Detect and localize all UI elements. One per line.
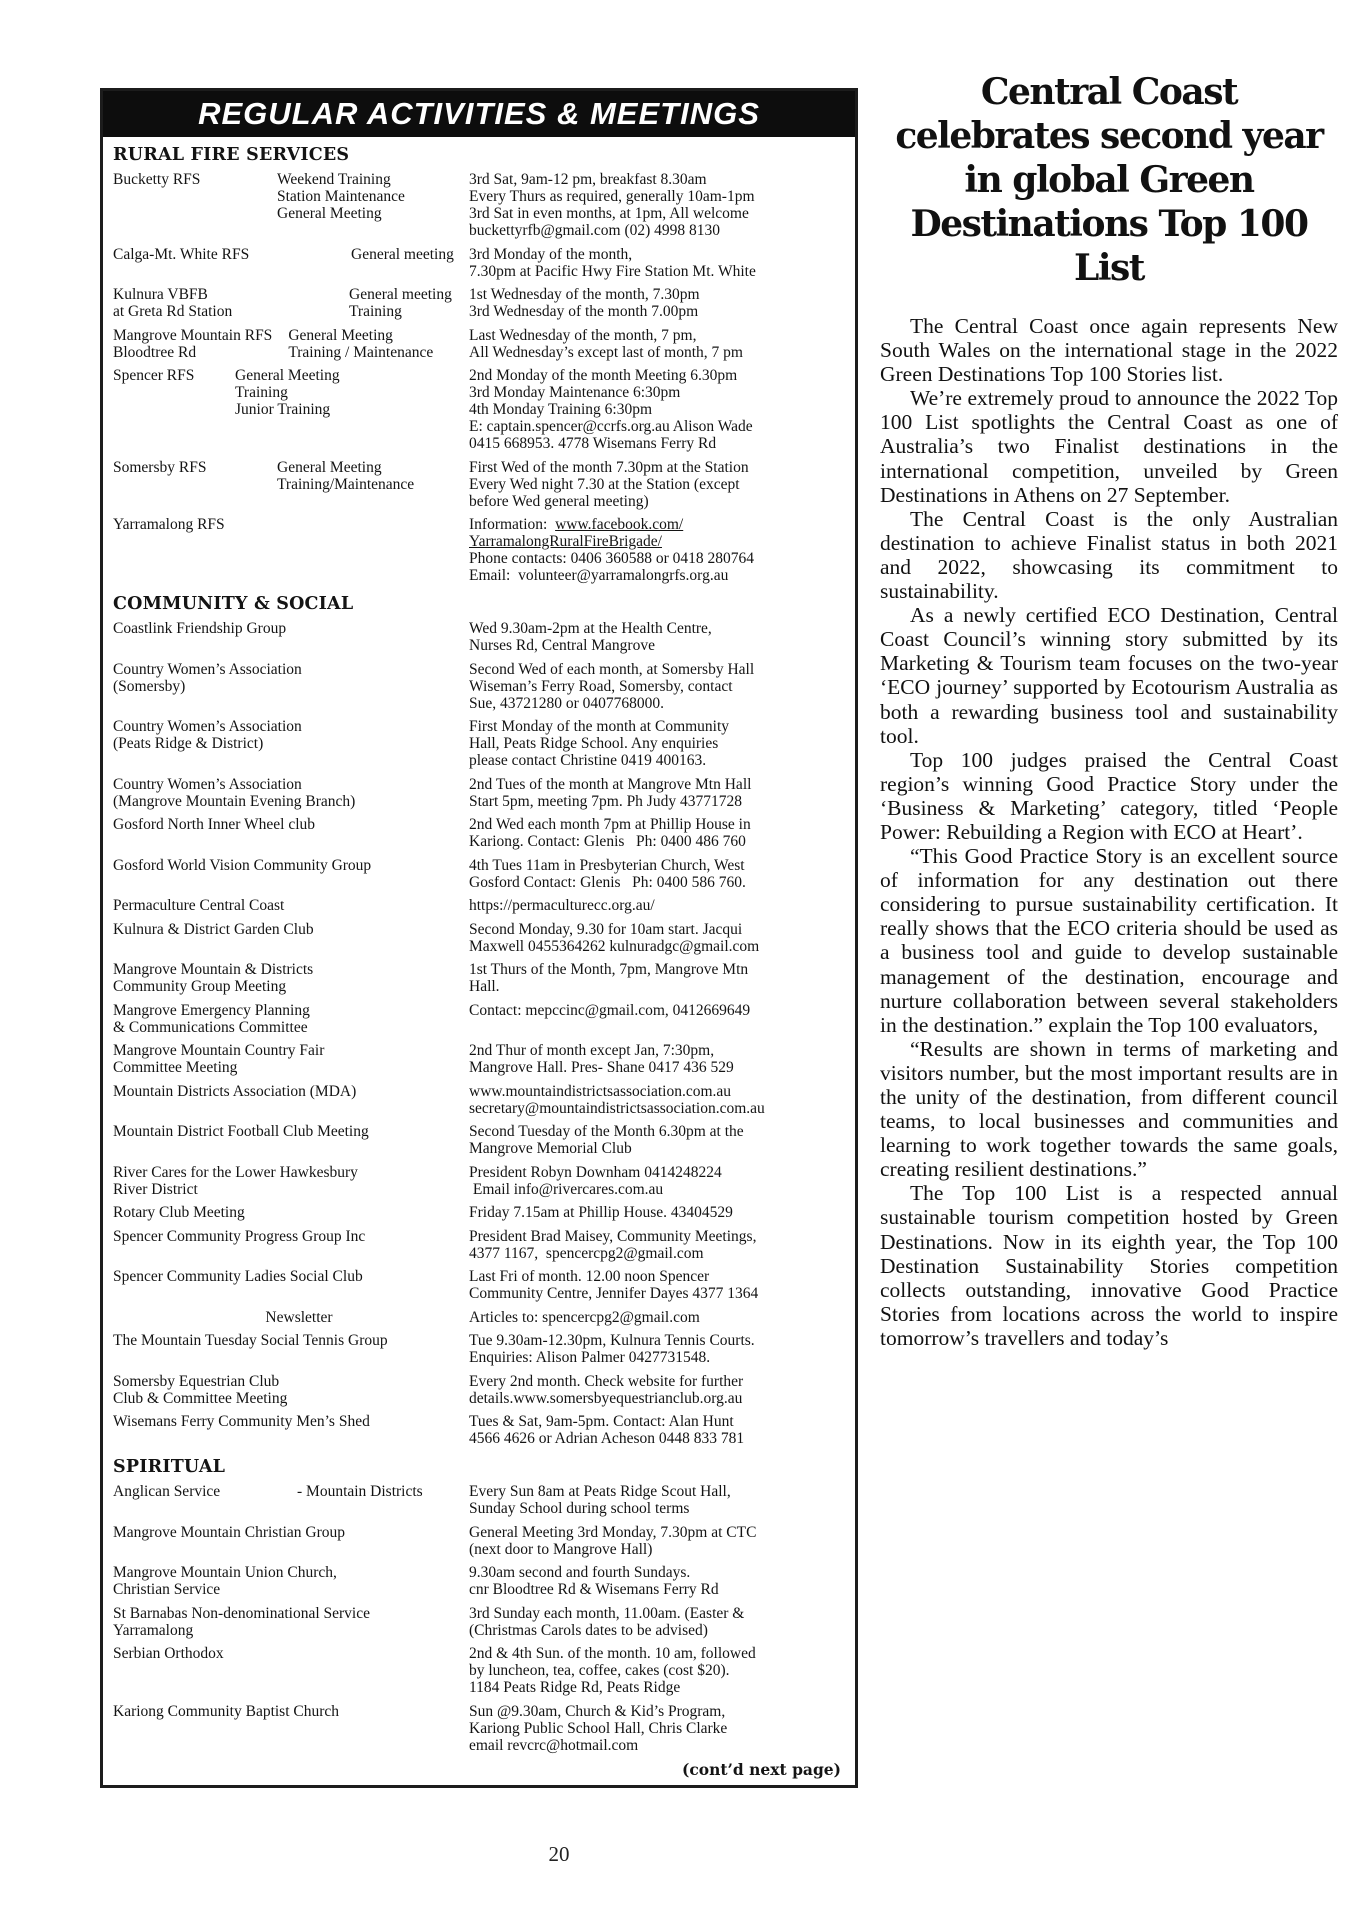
detail-line: 1st Thurs of the Month, 7pm, Mangrove Mtn [469, 961, 749, 978]
organisation-cell [113, 921, 469, 955]
organisation-name: (Peats Ridge & District) [113, 735, 264, 752]
activity-row [113, 1123, 847, 1157]
activity-label: Newsletter [265, 1308, 333, 1326]
organisation-name: Gosford World Vision Community Group [113, 856, 372, 874]
details-cell [469, 1483, 847, 1517]
detail-line: 4566 4626 or Adrian Acheson 0448 833 781 [469, 1430, 745, 1447]
detail-line: 4th Tues 11am in Presbyterian Church, West [469, 856, 745, 874]
organisation-cell [113, 1703, 469, 1754]
detail-line: 1st Wednesday of the month, 7.30pm [469, 286, 700, 303]
detail-line: 3rd Wednesday of the month 7.00pm [469, 303, 699, 320]
article-headline: Central Coast celebrates second year in global Green Destinations Top 100 List [895, 71, 1323, 289]
details-cell [469, 1373, 847, 1407]
details-cell [469, 1002, 847, 1036]
detail-line: Last Wednesday of the month, 7 pm, [469, 326, 697, 344]
activity-label: Station Maintenance [277, 188, 405, 205]
details-cell [469, 171, 847, 239]
activity-row [113, 516, 847, 584]
organisation-cell [113, 1123, 469, 1157]
organisation-name [113, 384, 235, 401]
organisation-name [113, 205, 277, 222]
organisation-cell [113, 1083, 469, 1117]
activity-row [113, 367, 847, 452]
detail-line: Start 5pm, meeting 7pm. Ph Judy 43771728 [469, 792, 742, 810]
details-cell [469, 661, 847, 712]
detail-line: E: captain.spencer@ccrfs.org.au Alison Wade [469, 418, 753, 435]
detail-line: Phone contacts: 0406 360588 or 0418 280764 [469, 550, 755, 567]
organisation-name: Wisemans Ferry Community Men’s Shed [113, 1413, 370, 1430]
organisation-name: Kulnura VBFB [113, 286, 208, 303]
organisation-name: Mountain District Football Club Meeting [113, 1123, 369, 1140]
detail-line: 2nd Tues of the month at Mangrove Mtn Hall [469, 775, 752, 793]
detail-line: First Wed of the month 7.30pm at the Station [469, 458, 749, 476]
organisation-cell [113, 367, 469, 452]
detail-line: Every Sun 8am at Peats Ridge Scout Hall, [469, 1483, 731, 1500]
detail-line: Hall, Peats Ridge School. Any enquiries [469, 735, 719, 752]
organisation-name: Gosford North Inner Wheel club [113, 816, 316, 833]
activities-box-body [103, 137, 855, 1754]
detail-line: Mangrove Hall. Pres- Shane 0417 436 529 [469, 1059, 734, 1076]
details-cell [469, 1564, 847, 1598]
details-cell [469, 1123, 847, 1157]
organisation-name: St Barnabas Non-denominational Service [113, 1604, 370, 1622]
organisation-cell [113, 516, 469, 584]
activity-row [113, 1332, 847, 1366]
activity-label: General meeting [349, 286, 452, 303]
detail-line: 2nd & 4th Sun. of the month. 10 am, followed [469, 1645, 756, 1662]
activity-row [113, 286, 847, 320]
detail-line: Email info@rivercares.com.au [469, 1180, 664, 1198]
detail-line: (Christmas Carols dates to be advised) [469, 1621, 708, 1639]
details-cell [469, 1524, 847, 1558]
details-cell [469, 921, 847, 955]
organisation-name: (Mangrove Mountain Evening Branch) [113, 792, 356, 810]
details-cell [469, 1228, 847, 1262]
detail-line: 3rd Sat in even months, at 1pm, All welcome [469, 205, 749, 222]
article-paragraph: The Central Coast is the only Australian destination to achieve Finalist status in both 2021 and 2022, showcasing its commitment to sustainability. [880, 506, 1338, 604]
link-text: www.facebook.com/ [555, 516, 684, 533]
organisation-name: (Somersby) [113, 677, 186, 695]
detail-line: secretary@mountaindistrictsassociation.com.au [469, 1099, 765, 1117]
organisation-name: Christian Service [113, 1581, 221, 1598]
detail-line: 9.30am second and fourth Sundays. [469, 1564, 691, 1581]
organisation-name: Mangrove Mountain RFS [113, 326, 273, 344]
organisation-cell [113, 1645, 469, 1696]
activities-box [100, 88, 858, 1788]
organisation-name: Bloodtree Rd [113, 343, 197, 361]
organisation-name: Committee Meeting [113, 1059, 238, 1076]
detail-line: Tue 9.30am-12.30pm, Kulnura Tennis Courts. [469, 1332, 755, 1349]
activity-row [113, 246, 847, 280]
activity-label: General Meeting [288, 326, 393, 344]
organisation-name: River District [113, 1180, 198, 1198]
detail-line: 2nd Monday of the month Meeting 6.30pm [469, 367, 738, 384]
detail-line: Contact: mepccinc@gmail.com, 0412669649 [469, 1001, 751, 1019]
activity-row [113, 1083, 847, 1117]
details-cell [469, 1645, 847, 1696]
organisation-cell [113, 661, 469, 712]
detail-line: Enquiries: Alison Palmer 0427731548. [469, 1349, 711, 1366]
detail-line: Email: volunteer@yarramalongrfs.org.au [469, 567, 729, 584]
detail-line: President Brad Maisey, Community Meetings, [469, 1227, 757, 1245]
organisation-name: & Communications Committee [113, 1018, 308, 1036]
article-paragraph: “This Good Practice Story is an excellent source of information for any destination out there considering to pursue sustainability certification. It really shows that the ECO criteria should be used as a business tool and guide to develop sustainable management of the destination, encourage and nurture collaboration between several stakeholders in the destination.” explain the Top 100 evaluators, [880, 844, 1338, 1037]
section-heading: SPIRITUAL [113, 1457, 226, 1477]
activity-label: Training [235, 384, 288, 401]
organisation-cell [113, 620, 469, 654]
article [880, 70, 1338, 1350]
organisation-name: Somersby Equestrian Club [113, 1372, 280, 1390]
activity-row [113, 857, 847, 891]
detail-line: 1184 Peats Ridge Rd, Peats Ridge [469, 1679, 681, 1696]
organisation-name: Coastlink Friendship Group [113, 620, 287, 637]
organisation-name: Spencer RFS [113, 367, 195, 384]
details-cell [469, 816, 847, 850]
activity-row [113, 1204, 847, 1221]
organisation-name: Mangrove Mountain Christian Group [113, 1523, 346, 1541]
organisation-name: Spencer Community Progress Group Inc [113, 1227, 366, 1245]
detail-line: 4377 1167, spencercpg2@gmail.com [469, 1244, 704, 1262]
detail-line: Friday 7.15am at Phillip House. 43404529 [469, 1204, 733, 1221]
detail-line: 4th Monday Training 6:30pm [469, 401, 653, 418]
organisation-name: Bucketty RFS [113, 171, 201, 188]
detail-line: 7.30pm at Pacific Hwy Fire Station Mt. White [469, 262, 756, 280]
details-cell [469, 367, 847, 452]
organisation-name [249, 1309, 265, 1326]
details-cell [469, 1703, 847, 1754]
activity-label: Weekend Training [277, 171, 391, 188]
details-cell [469, 1164, 847, 1198]
detail-line: www.mountaindistrictsassociation.com.au [469, 1082, 732, 1100]
detail-line: Second Tuesday of the Month 6.30pm at the [469, 1123, 744, 1140]
activity-label: - Mountain Districts [297, 1483, 423, 1500]
detail-line: President Robyn Downham 0414248224 [469, 1163, 722, 1181]
organisation-cell [113, 246, 469, 280]
organisation-name: Country Women’s Association [113, 660, 302, 678]
activity-row [113, 961, 847, 995]
organisation-name: at Greta Rd Station [113, 303, 233, 320]
detail-line: Community Centre, Jennifer Dayes 4377 1364 [469, 1285, 759, 1302]
detail-line: Wed 9.30am-2pm at the Health Centre, [469, 620, 712, 637]
link-text: YarramalongRuralFireBrigade/ [469, 533, 662, 550]
organisation-name [113, 188, 277, 205]
organisation-name: Mangrove Mountain Union Church, [113, 1564, 337, 1581]
activity-row [113, 171, 847, 239]
detail-line: Mangrove Memorial Club [469, 1140, 632, 1157]
organisation-name: Calga-Mt. White RFS [113, 245, 250, 263]
organisation-cell [113, 857, 469, 891]
activity-row [113, 718, 847, 769]
organisation-name: Country Women’s Association [113, 718, 302, 735]
detail-line: 2nd Wed each month 7pm at Phillip House in [469, 816, 751, 833]
detail-line: 3rd Monday of the month, [469, 245, 633, 263]
organisation-name: The Mountain Tuesday Social Tennis Group [113, 1332, 388, 1349]
detail-line: Sue, 43721280 or 0407768000. [469, 694, 665, 712]
organisation-name: Somersby RFS [113, 458, 207, 476]
organisation-cell [113, 1605, 469, 1639]
details-cell [469, 1042, 847, 1076]
section-heading: RURAL FIRE SERVICES [113, 145, 350, 165]
details-cell [469, 1332, 847, 1366]
activity-row [113, 1645, 847, 1696]
detail-line: All Wednesday’s except last of month, 7 pm [469, 343, 743, 361]
organisation-cell [113, 1228, 469, 1262]
organisation-name: Community Group Meeting [113, 978, 287, 995]
organisation-cell [113, 327, 469, 361]
article-paragraph: “Results are shown in terms of marketing and visitors number, but the most important results are in the unity of the destination, from different council teams, to local businesses and communities and learning to work together towards the same goals, creating resilient destinations.” [880, 1036, 1338, 1182]
organisation-cell [113, 1524, 469, 1558]
detail-line: General Meeting 3rd Monday, 7.30pm at CTC [469, 1523, 757, 1541]
details-cell [469, 516, 847, 584]
detail-line: Maxwell 0455364262 kulnuradgc@gmail.com [469, 937, 760, 955]
organisation-cell [113, 286, 469, 320]
detail-line: buckettyrfb@gmail.com (02) 4998 8130 [469, 222, 721, 239]
organisation-name: Club & Committee Meeting [113, 1389, 288, 1407]
activity-row [113, 327, 847, 361]
activity-label: General Meeting [277, 205, 382, 222]
article-paragraph: We’re extremely proud to announce the 2022 Top 100 List spotlights the Central Coast as one of Australia’s two Finalist destinations in the international competition, unveiled by Green Destinations in Athens on 27 September. [880, 386, 1338, 507]
organisation-cell [113, 1309, 469, 1326]
organisation-name [113, 476, 277, 493]
detail-line: Gosford Contact: Glenis Ph: 0400 586 760. [469, 873, 746, 891]
organisation-cell [113, 459, 469, 510]
activity-label: Junior Training [235, 401, 331, 418]
activity-row [113, 1268, 847, 1302]
details-cell [469, 327, 847, 361]
detail-line: (next door to Mangrove Hall) [469, 1540, 653, 1558]
organisation-cell [113, 897, 469, 914]
organisation-cell [113, 718, 469, 769]
organisation-cell [113, 1268, 469, 1302]
detail-line: cnr Bloodtree Rd & Wisemans Ferry Rd [469, 1581, 719, 1598]
details-cell [469, 1268, 847, 1302]
activity-row [113, 897, 847, 914]
organisation-cell [113, 1564, 469, 1598]
activity-row [113, 1373, 847, 1407]
organisation-name: Rotary Club Meeting [113, 1204, 245, 1221]
detail-line: Kariong. Contact: Glenis Ph: 0400 486 760 [469, 833, 746, 850]
organisation-name: Serbian Orthodox [113, 1645, 224, 1662]
details-cell [469, 1309, 847, 1326]
detail-line: Wiseman’s Ferry Road, Somersby, contact [469, 677, 733, 695]
activity-row [113, 620, 847, 654]
activity-row [113, 1703, 847, 1754]
section-heading: COMMUNITY & SOCIAL [113, 594, 354, 614]
organisation-cell [113, 1373, 469, 1407]
detail-line: Tues & Sat, 9am-5pm. Contact: Alan Hunt [469, 1413, 734, 1430]
organisation-cell [113, 1204, 469, 1221]
detail-line: Last Fri of month. 12.00 noon Spencer [469, 1268, 710, 1285]
organisation-name: Yarramalong RFS [113, 516, 225, 533]
article-paragraph: As a newly certified ECO Destination, Central Coast Council’s winning story submitted by its Marketing & Tourism team focuses on the two-year ‘ECO journey’ supported by Ecotourism Australia as both a rewarding business tool and sustainability tool. [880, 603, 1338, 748]
activity-row [113, 1483, 847, 1517]
detail-text: Information: [469, 516, 556, 533]
activity-row [113, 1042, 847, 1076]
activity-row [113, 921, 847, 955]
activity-label: General Meeting [277, 458, 382, 476]
activity-row [113, 1228, 847, 1262]
article-paragraph: The Top 100 List is a respected annual sustainable tourism competition hosted by Green Destinations. Now in its eighth year, the Top 100 Destination Sustainability Stories competition collects outstanding, innovative Good Practice Stories from locations across the world to inspire tomorrow’s travellers and today’s [880, 1181, 1338, 1350]
detail-line: Second Monday, 9.30 for 10am start. Jacqui [469, 920, 743, 938]
activity-label: General Meeting [235, 367, 340, 384]
activity-row [113, 776, 847, 810]
detail-line: First Monday of the month at Community [469, 718, 730, 735]
detail-line: Kariong Public School Hall, Chris Clarke [469, 1719, 728, 1737]
organisation-cell [113, 1042, 469, 1076]
detail-line [469, 516, 847, 533]
detail-line: 2nd Thur of month except Jan, 7:30pm, [469, 1042, 715, 1059]
organisation-name: Kulnura & District Garden Club [113, 920, 314, 938]
detail-line: Every 2nd month. Check website for further [469, 1372, 744, 1390]
article-paragraph: The Central Coast once again represents New South Wales on the international stage in the 2022 Green Destinations Top 100 Stories list. [880, 314, 1338, 387]
detail-line: Every Thurs as required, generally 10am-1pm [469, 188, 755, 205]
organisation-name: Mountain Districts Association (MDA) [113, 1082, 357, 1100]
details-cell [469, 1083, 847, 1117]
activity-row [113, 1605, 847, 1639]
organisation-name: Spencer Community Ladies Social Club [113, 1268, 363, 1285]
organisation-cell [113, 1413, 469, 1447]
details-cell [469, 897, 847, 914]
details-cell [469, 1413, 847, 1447]
details-cell [469, 620, 847, 654]
article-body [880, 314, 1338, 1350]
organisation-cell [113, 1164, 469, 1198]
organisation-name: Permaculture Central Coast [113, 897, 285, 914]
detail-line: Hall. [469, 978, 500, 995]
activity-row [113, 1564, 847, 1598]
detail-line: 3rd Sunday each month, 11.00am. (Easter & [469, 1604, 745, 1622]
organisation-cell [113, 816, 469, 850]
organisation-name: River Cares for the Lower Hawkesbury [113, 1163, 358, 1181]
activity-row [113, 1309, 847, 1326]
activity-row [113, 661, 847, 712]
details-cell [469, 776, 847, 810]
detail-line: 3rd Sat, 9am-12 pm, breakfast 8.30am [469, 171, 707, 188]
continued-note: (cont’d next page) [681, 1760, 841, 1779]
organisation-cell [113, 1332, 469, 1366]
organisation-cell [113, 776, 469, 810]
details-cell [469, 286, 847, 320]
detail-line: Articles to: spencercpg2@gmail.com [469, 1308, 700, 1326]
organisation-name: Country Women’s Association [113, 775, 302, 793]
activity-row [113, 1164, 847, 1198]
organisation-cell [113, 961, 469, 995]
organisation-name: Kariong Community Baptist Church [113, 1702, 340, 1720]
organisation-cell [113, 1002, 469, 1036]
activity-label: Training / Maintenance [288, 343, 434, 361]
page-number: 20 [548, 1842, 570, 1866]
detail-line: https://permaculturecc.org.au/ [469, 897, 655, 914]
details-cell [469, 459, 847, 510]
detail-line: 3rd Monday Maintenance 6:30pm [469, 384, 681, 401]
activities-box-title: REGULAR ACTIVITIES & MEETINGS [103, 91, 855, 137]
activity-label: Training [349, 303, 402, 320]
detail-line: 0415 668953. 4778 Wisemans Ferry Rd [469, 435, 717, 452]
detail-line: email revcrc@hotmail.com [469, 1736, 639, 1754]
organisation-name: Mangrove Mountain Country Fair [113, 1042, 325, 1059]
organisation-name: Mangrove Emergency Planning [113, 1001, 310, 1019]
activity-label: General meeting [351, 245, 454, 263]
activity-label: Training/Maintenance [277, 475, 415, 493]
activity-row [113, 1524, 847, 1558]
detail-line: Sunday School during school terms [469, 1500, 690, 1517]
detail-line: Second Wed of each month, at Somersby Hall [469, 660, 755, 678]
activity-row [113, 816, 847, 850]
detail-line: Every Wed night 7.30 at the Station (except [469, 475, 740, 493]
organisation-name: Mangrove Mountain & Districts [113, 961, 314, 978]
details-cell [469, 1605, 847, 1639]
activity-row [113, 1413, 847, 1447]
activity-row [113, 459, 847, 510]
organisation-name [113, 401, 235, 418]
details-cell [469, 1204, 847, 1221]
article-paragraph: Top 100 judges praised the Central Coast region’s winning Good Practice Story under the ‘Business & Marketing’ category, titled ‘People Power: Rebuilding a Region with ECO at Heart’. [880, 747, 1338, 844]
organisation-cell [113, 1483, 469, 1517]
organisation-cell [113, 171, 469, 239]
detail-line [469, 533, 847, 550]
detail-line: Nurses Rd, Central Mangrove [469, 637, 655, 654]
detail-line: please contact Christine 0419 400163. [469, 752, 707, 769]
detail-line: details.www.somersbyequestrianclub.org.au [469, 1389, 743, 1407]
details-cell [469, 246, 847, 280]
organisation-name: Anglican Service [113, 1483, 221, 1500]
detail-line: by luncheon, tea, coffee, cakes (cost $20). [469, 1662, 730, 1679]
details-cell [469, 857, 847, 891]
details-cell [469, 718, 847, 769]
organisation-name: Yarramalong [113, 1621, 194, 1639]
detail-line: Sun @9.30am, Church & Kid’s Program, [469, 1702, 726, 1720]
activity-row [113, 1002, 847, 1036]
detail-line: before Wed general meeting) [469, 492, 649, 510]
details-cell [469, 961, 847, 995]
